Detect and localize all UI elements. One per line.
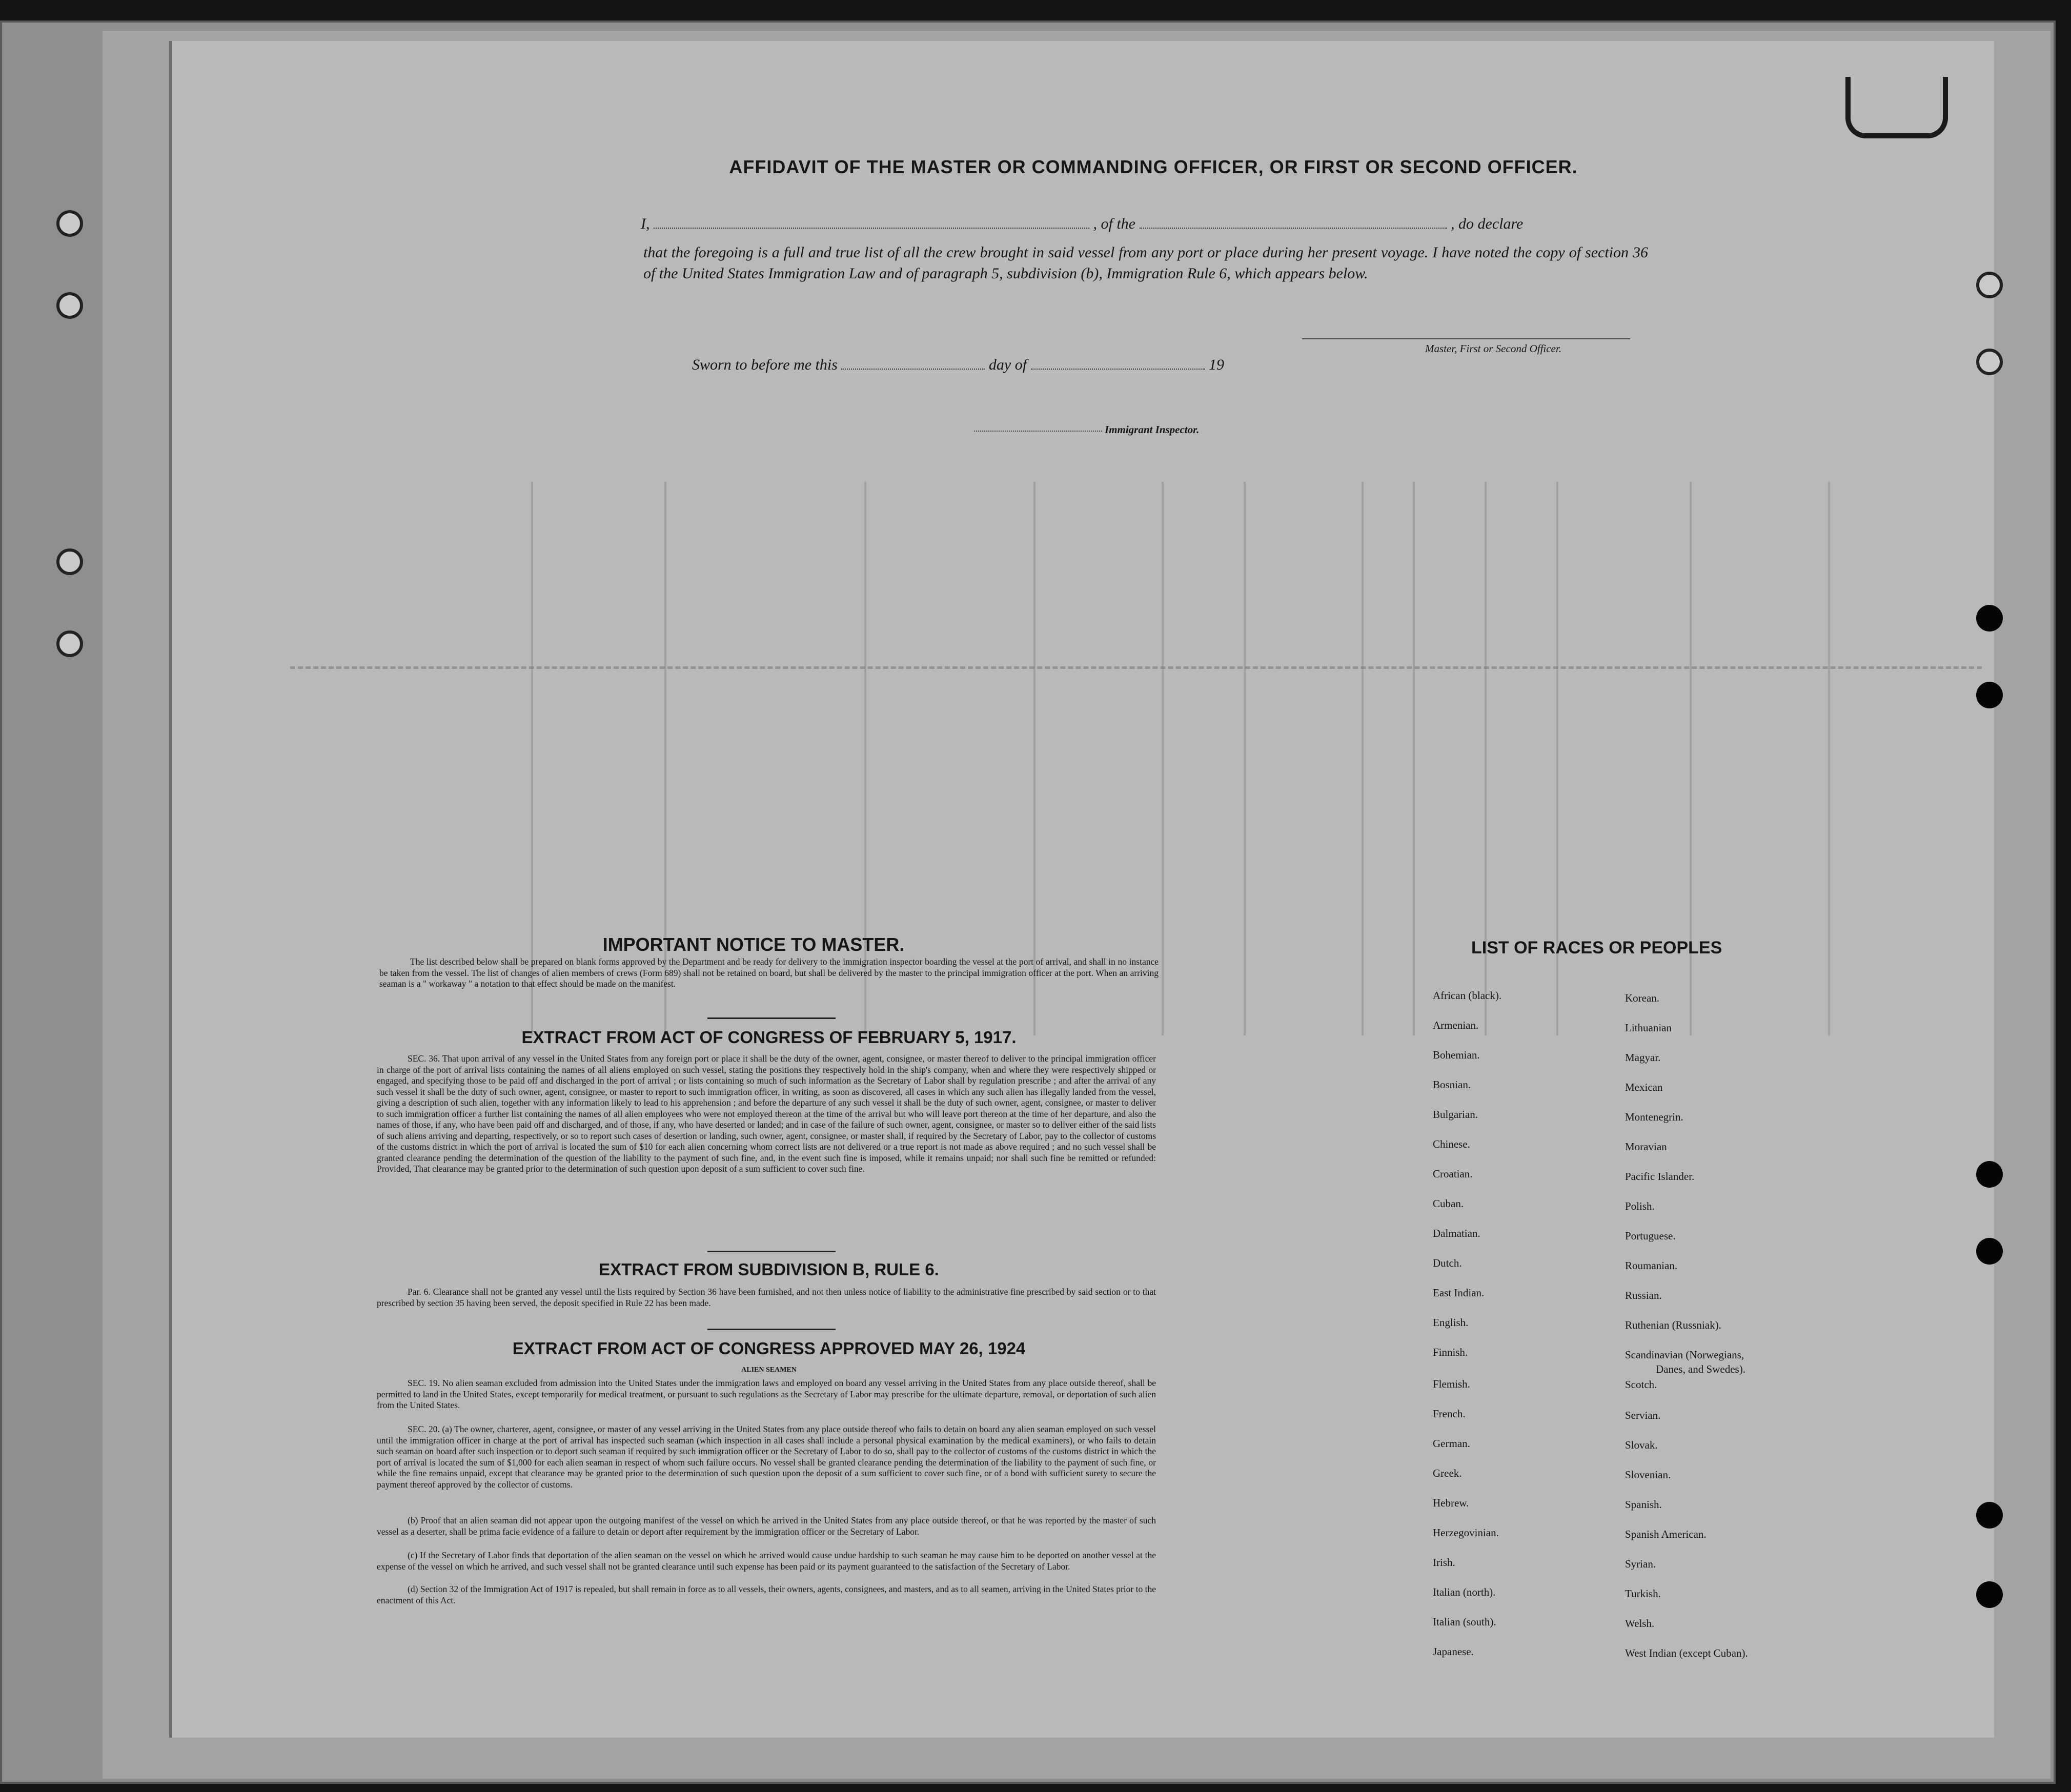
race-item: Lithuanian bbox=[1625, 1022, 1672, 1034]
extract-rule6-title: EXTRACT FROM SUBDIVISION B, RULE 6. bbox=[599, 1260, 939, 1279]
affidavit-of-the: , of the bbox=[1093, 215, 1135, 232]
race-item: West Indian (except Cuban). bbox=[1625, 1647, 1748, 1659]
race-item: Roumanian. bbox=[1625, 1259, 1678, 1272]
race-item: French. bbox=[1433, 1408, 1466, 1420]
affidavit-i: I, bbox=[641, 215, 650, 232]
binder-hole bbox=[1976, 349, 2003, 375]
race-item: Russian. bbox=[1625, 1289, 1662, 1301]
race-item: Slovak. bbox=[1625, 1439, 1658, 1451]
race-item: Chinese. bbox=[1433, 1138, 1470, 1150]
race-item: Hebrew. bbox=[1433, 1497, 1469, 1509]
race-item: Flemish. bbox=[1433, 1378, 1470, 1390]
race-item: Magyar. bbox=[1625, 1051, 1661, 1064]
race-item: Pacific Islander. bbox=[1625, 1170, 1695, 1183]
extract-1917-text: SEC. 36. That upon arrival of any vessel in the United States from any foreign port or place it shall be the duty of the owner, agent, consignee, or master thereof to deliver to the principal immigration officer in charge of the port of arrival lists containing the names of all aliens employed on such vessel, stating the positions they respectively hold in the ship's company, when and where they were respectively shipped or engaged, and specifying those to be paid off and discharged in the port of arrival ; or lists containing so much of such information as the Secretary of Labor shall by regulation prescribe ; and after the arrival of any such vessel it shall be the duty of such owner, agent, consignee, or master to report to such immigration officer, in writing, as soon as discovered, all cases in which any such alien has illegally landed from the vessel, giving a description of such alien, together with any information likely to lead to his apprehension ; and before the departure of any such vessel it shall be the duty of such owner, agent, consignee, or master to deliver to such immigration officer a further list containing the names of all alien employees who were not employed thereon at the time of the arrival but who will leave port thereon at the time of her departure, and also the names of those, if any, who have been paid off and discharged, and of those, if any, who have deserted or landed; and in case of the failure of such owner, agent, consignee, or master so to deliver either of the said lists of such aliens arriving and departing, respectively, or so to report such cases of desertion or landing, such owner, agent, consignee, or master shall, if required by the Secretary of Labor, pay to the collector of customs of the customs district in which the port of arrival is located the sum of $10 for each alien concerning whom correct lists are not delivered or a true report is not made as above required ; and no such vessel shall be granted clearance pending the determination of the question of the liability to the payment of such fine, and, in the event such fine is imposed, while it remains unpaid; nor shall such fine be remitted or refunded: Provided, That clearance may be granted prior to the determination of such question upon deposit of a sum sufficient to cover such fine. bbox=[377, 1053, 1156, 1174]
race-item: Scotch. bbox=[1625, 1378, 1657, 1391]
race-item: East Indian. bbox=[1433, 1287, 1485, 1299]
race-item: Dutch. bbox=[1433, 1257, 1462, 1269]
sworn-month-blank[interactable] bbox=[1031, 369, 1205, 370]
extract-1924-title: EXTRACT FROM ACT OF CONGRESS APPROVED MAY 26, 1924 bbox=[512, 1339, 1026, 1358]
inspector-label: Immigrant Inspector. bbox=[1105, 423, 1200, 436]
race-item: Herzegovinian. bbox=[1433, 1526, 1499, 1539]
master-signature-label: Master, First or Second Officer. bbox=[1425, 342, 1561, 355]
race-item: Spanish. bbox=[1625, 1498, 1662, 1511]
extract-1924-sec20d: (d) Section 32 of the Immigration Act of 1917 is repealed, but shall remain in force as to all vessels, their owners, agents, consignees, and masters, and as to all seamen, arriving in the United States prior to the enactment of this Act. bbox=[377, 1584, 1156, 1605]
binder-hole bbox=[56, 292, 83, 319]
ghost-dashed-rule bbox=[290, 666, 1982, 669]
sworn-day-of: day of bbox=[988, 356, 1027, 373]
notice-title: IMPORTANT NOTICE TO MASTER. bbox=[602, 934, 905, 955]
inspector-signature-line[interactable] bbox=[974, 431, 1102, 432]
race-item: German. bbox=[1433, 1437, 1470, 1450]
extract-1924-sec20b: (b) Proof that an alien seaman did not appear upon the outgoing manifest of the vessel on which he arrived in the United States from any place outside thereof, or that he was reported by the master of such vessel as a deserter, shall be prima facie evidence of a failure to detain or deport after requirement by the immigration officer or the Secretary of Labor. bbox=[377, 1515, 1156, 1537]
affidavit-do-declare: , do declare bbox=[1451, 215, 1524, 232]
race-item: Japanese. bbox=[1433, 1645, 1474, 1658]
race-item: Moravian bbox=[1625, 1141, 1667, 1153]
race-item: Armenian. bbox=[1433, 1019, 1479, 1031]
ghost-line bbox=[1162, 482, 1164, 1035]
race-item: Slovenian. bbox=[1625, 1469, 1671, 1481]
race-item: Servian. bbox=[1625, 1409, 1661, 1421]
punch-hole bbox=[1976, 1238, 2003, 1265]
race-item: Cuban. bbox=[1433, 1197, 1464, 1210]
race-item: Scandinavian (Norwegians, bbox=[1625, 1349, 1744, 1361]
extract-1917-title: EXTRACT FROM ACT OF CONGRESS OF FEBRUARY 5, 1917. bbox=[521, 1028, 1017, 1047]
race-item: Korean. bbox=[1625, 992, 1660, 1004]
ghost-line bbox=[1033, 482, 1036, 1035]
ghost-line bbox=[531, 482, 533, 1035]
section-divider bbox=[707, 1329, 836, 1330]
punch-hole bbox=[1976, 1161, 2003, 1188]
race-item: Croatian. bbox=[1433, 1168, 1473, 1180]
corner-bracket-mark bbox=[1845, 77, 1948, 138]
sworn-day-blank[interactable] bbox=[841, 369, 985, 370]
race-item: Italian (north). bbox=[1433, 1586, 1496, 1598]
race-item: Portuguese. bbox=[1625, 1230, 1676, 1242]
binder-hole bbox=[1976, 272, 2003, 298]
master-signature-line[interactable] bbox=[1302, 338, 1630, 339]
race-item: Dalmatian. bbox=[1433, 1227, 1480, 1239]
ghost-line bbox=[1828, 482, 1830, 1035]
race-item: Irish. bbox=[1433, 1556, 1455, 1569]
affidavit-declaration-line bbox=[641, 215, 1666, 233]
race-item: Bosnian. bbox=[1433, 1078, 1471, 1091]
race-item: Polish. bbox=[1625, 1200, 1655, 1212]
affidavit-body: that the foregoing is a full and true list of all the crew brought in said vessel from any port or place during her present voyage. I have noted the copy of section 36 of the United States Immigration Law and of paragraph 5, subdivision (b), Immigration Rule 6, which appears below. bbox=[643, 244, 1648, 282]
race-item: Welsh. bbox=[1625, 1617, 1655, 1630]
extract-1924-sec20c: (c) If the Secretary of Labor finds that deportation of the alien seaman on the vessel on which he arrived would cause undue hardship to such seaman he may cause him to be deported on another vessel at the expense of the vessel on which he arrived, and such vessel shall not be granted clearance until such expense has been paid or its payment guaranteed to the satisfaction of the Secretary of Labor. bbox=[377, 1550, 1156, 1572]
race-item: Syrian. bbox=[1625, 1558, 1656, 1570]
race-item: Finnish. bbox=[1433, 1346, 1468, 1358]
race-item: Greek. bbox=[1433, 1467, 1462, 1479]
ghost-line bbox=[1244, 482, 1246, 1035]
notice-text: The list described below shall be prepared on blank forms approved by the Department and be ready for delivery to the immigration inspector boarding the vessel at the port of arrival, and shall in no instance be taken from the vessel. The list of changes of alien members of crews (Form 689) shall not be retained on board, but shall be delivered by the master to the principal immigration officer at the port. When an arriving seaman is a " workaway " a notation to that effect should be made on the manifest. bbox=[379, 956, 1159, 989]
race-item: English. bbox=[1433, 1316, 1469, 1329]
race-item: African (black). bbox=[1433, 989, 1502, 1002]
affidavit-title: AFFIDAVIT OF THE MASTER OR COMMANDING OFFICER, OR FIRST OR SECOND OFFICER. bbox=[729, 156, 1578, 177]
punch-hole bbox=[1976, 682, 2003, 708]
sworn-label: Sworn to before me this bbox=[692, 356, 838, 373]
punch-hole bbox=[1976, 1581, 2003, 1608]
race-item-continuation: Danes, and Swedes). bbox=[1656, 1363, 1745, 1375]
race-item: Mexican bbox=[1625, 1081, 1663, 1093]
race-item: Spanish American. bbox=[1625, 1528, 1707, 1540]
extract-rule6-text: Par. 6. Clearance shall not be granted any vessel until the lists required by Section 36 have been furnished, and not then unless notice of liability to the administrative fine prescribed by said section or to that prescribed by section 35 having been served, the deposit specified in Rule 22 has been made. bbox=[377, 1287, 1156, 1308]
binder-hole bbox=[56, 548, 83, 575]
race-item: Montenegrin. bbox=[1625, 1111, 1683, 1123]
binder-hole bbox=[56, 210, 83, 237]
ghost-line bbox=[1362, 482, 1364, 1035]
officer-name-blank[interactable] bbox=[654, 228, 1089, 229]
extract-1924-sec19: SEC. 19. No alien seaman excluded from admission into the United States under the immigration laws and employed on board any vessel arriving in the United States from any place outside thereof, shall be permitted to land in the United States, except temporarily for medical treatment, or pursuant to such regulations as the Secretary of Labor may prescribe for the ultimate departure, removal, or deportation of such alien from the United States. bbox=[377, 1378, 1156, 1410]
races-title: LIST OF RACES OR PEOPLES bbox=[1471, 938, 1722, 958]
race-item: Bulgarian. bbox=[1433, 1108, 1478, 1121]
sworn-year: 19 bbox=[1209, 356, 1225, 373]
section-divider bbox=[707, 1017, 836, 1019]
race-item: Bohemian. bbox=[1433, 1049, 1480, 1061]
extract-1924-sec20a: SEC. 20. (a) The owner, charterer, agent, consignee, or master of any vessel arriving in the United States from any place outside thereof who fails to detain on board any alien seaman employed on such vessel until the immigration officer in charge at the port of arrival has inspected such seaman (which inspection in all cases shall include a personal physical examination by the medical examiners), or who fails to detain such seaman on board after such inspection or to deport such seaman if required by such immigration officer or the Secretary of Labor to do so, shall pay to the collector of customs of the customs district in which the port of arrival is located the sum of $1,000 for each alien seaman in respect of whom such failure occurs. No vessel shall be granted clearance pending the determination of the liability to the payment of such fine, or while the fine remains unpaid, except that clearance may be granted prior to the determination of such question upon the deposit of a sum sufficient to cover such fine, or of a bond with sufficient surety to secure the payment thereof approved by the collector of customs. bbox=[377, 1424, 1156, 1490]
punch-hole bbox=[1976, 605, 2003, 632]
punch-hole bbox=[1976, 1502, 2003, 1529]
vessel-name-blank[interactable] bbox=[1140, 228, 1447, 229]
race-item: Ruthenian (Russniak). bbox=[1625, 1319, 1721, 1331]
extract-1924-subtitle: ALIEN SEAMEN bbox=[741, 1366, 797, 1374]
binder-hole bbox=[56, 630, 83, 657]
sworn-line bbox=[692, 356, 1224, 374]
section-divider bbox=[707, 1251, 836, 1252]
ghost-line bbox=[1413, 482, 1415, 1035]
race-item: Italian (south). bbox=[1433, 1616, 1496, 1628]
race-item: Turkish. bbox=[1625, 1587, 1661, 1600]
